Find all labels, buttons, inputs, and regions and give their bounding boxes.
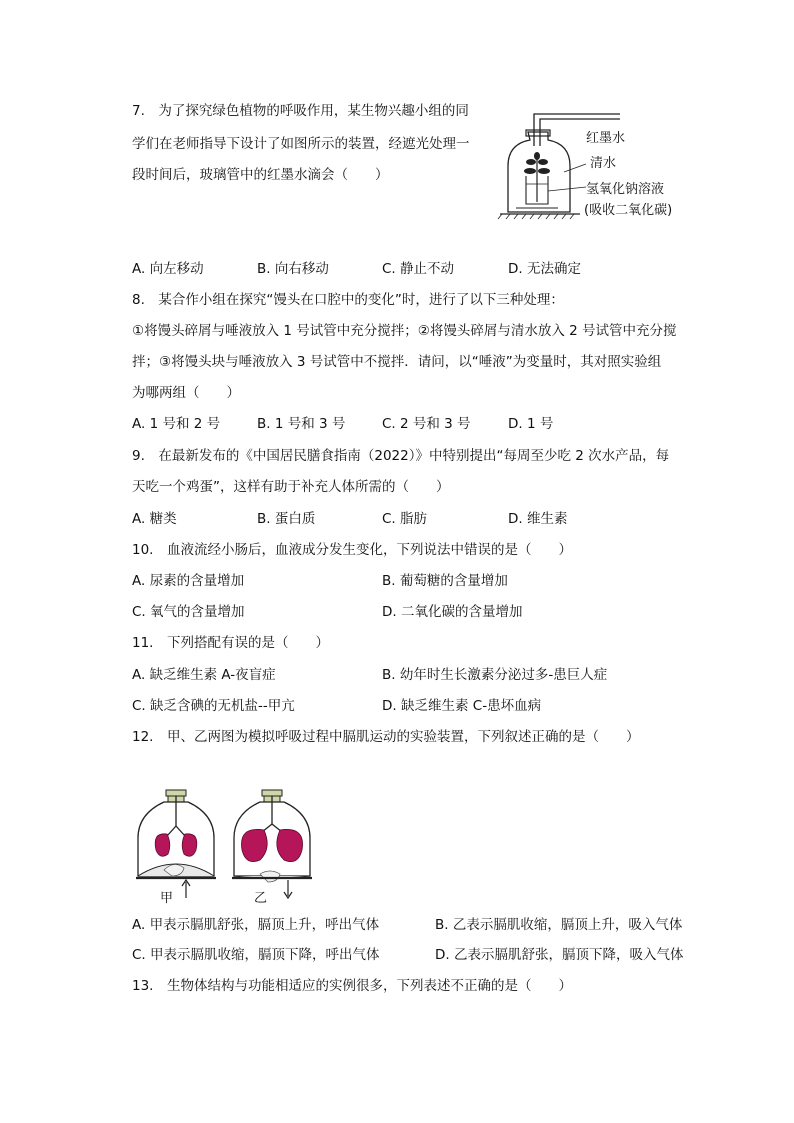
q9-option-a[interactable]: A. 糖类 (132, 511, 177, 527)
q8-line2: ①将馒头碎屑与唾液放入 1 号试管中充分搅拌；②将馒头碎屑与清水放入 2 号试管中充分搅 (132, 323, 677, 339)
q7-line2: 学们在老师指导下设计了如图所示的装置，经遮光处理一 (132, 136, 470, 152)
breathing-model-jia (134, 790, 218, 906)
q10-option-b[interactable]: B. 葡萄糖的含量增加 (382, 573, 508, 589)
label-yi: 乙 (254, 891, 268, 906)
q11-line1: 11. 下列搭配有误的是（ ） (132, 635, 329, 651)
q12-line1: 12. 甲、乙两图为模拟呼吸过程中膈肌运动的实验装置，下列叙述正确的是（ ） (132, 729, 640, 745)
label-jia: 甲 (160, 891, 174, 906)
bell-jar-plant-apparatus (498, 104, 698, 222)
q7-option-d[interactable]: D. 无法确定 (508, 261, 581, 277)
q12-option-a[interactable]: A. 甲表示膈肌舒张，膈顶上升，呼出气体 (132, 917, 380, 933)
q9-line2: 天吃一个鸡蛋”，这样有助于补充人体所需的（ ） (132, 479, 450, 495)
q9-option-b[interactable]: B. 蛋白质 (257, 511, 316, 527)
q12-option-b[interactable]: B. 乙表示膈肌收缩，膈顶上升，吸入气体 (435, 917, 683, 933)
q10-option-d[interactable]: D. 二氧化碳的含量增加 (382, 604, 523, 620)
q7-line1: 7. 为了探究绿色植物的呼吸作用，某生物兴趣小组的同 (132, 103, 469, 119)
q8-option-c[interactable]: C. 2 号和 3 号 (382, 416, 471, 432)
q11-option-c[interactable]: C. 缺乏含碘的无机盐--甲亢 (132, 698, 295, 714)
q7-option-c[interactable]: C. 静止不动 (382, 261, 455, 277)
q8-option-a[interactable]: A. 1 号和 2 号 (132, 416, 221, 432)
q10-option-c[interactable]: C. 氧气的含量增加 (132, 604, 245, 620)
q8-line4: 为哪两组（ ） (132, 385, 240, 401)
q10-line1: 10. 血液流经小肠后，血液成分发生变化，下列说法中错误的是（ ） (132, 542, 572, 558)
label-naoh: 氢氧化钠溶液 (586, 182, 665, 197)
q13-line1: 13. 生物体结构与功能相适应的实例很多，下列表述不正确的是（ ） (132, 978, 572, 994)
q11-option-a[interactable]: A. 缺乏维生素 A-夜盲症 (132, 667, 276, 683)
label-absorb-co2: (吸收二氧化碳) (584, 203, 673, 218)
q8-option-d[interactable]: D. 1 号 (508, 416, 554, 432)
q7-line3: 段时间后，玻璃管中的红墨水滴会（ ） (132, 167, 389, 183)
q12-option-d[interactable]: D. 乙表示膈肌舒张，膈顶下降，吸入气体 (435, 947, 684, 963)
q11-option-b[interactable]: B. 幼年时生长激素分泌过多-患巨人症 (382, 667, 608, 683)
q9-option-d[interactable]: D. 维生素 (508, 511, 568, 527)
q7-option-b[interactable]: B. 向右移动 (257, 261, 329, 277)
q8-option-b[interactable]: B. 1 号和 3 号 (257, 416, 346, 432)
q11-option-d[interactable]: D. 缺乏维生素 C-患坏血病 (382, 698, 542, 714)
q8-line3: 拌；③将馒头块与唾液放入 3 号试管中不搅拌．请问，以“唾液”为变量时，其对照实验组 (132, 354, 662, 370)
q7-option-a[interactable]: A. 向左移动 (132, 261, 204, 277)
q8-line1: 8. 某合作小组在探究“馒头在口腔中的变化”时，进行了以下三种处理： (132, 292, 564, 308)
label-water: 清水 (590, 156, 617, 171)
q10-option-a[interactable]: A. 尿素的含量增加 (132, 573, 245, 589)
breathing-model-yi (230, 790, 314, 906)
label-red-ink: 红墨水 (586, 131, 626, 146)
q9-line1: 9. 在最新发布的《中国居民膳食指南（2022）》中特别提出“每周至少吃 2 次水产品，每 (132, 448, 670, 464)
q12-option-c[interactable]: C. 甲表示膈肌收缩，膈顶下降，呼出气体 (132, 947, 380, 963)
q9-option-c[interactable]: C. 脂肪 (382, 511, 428, 527)
